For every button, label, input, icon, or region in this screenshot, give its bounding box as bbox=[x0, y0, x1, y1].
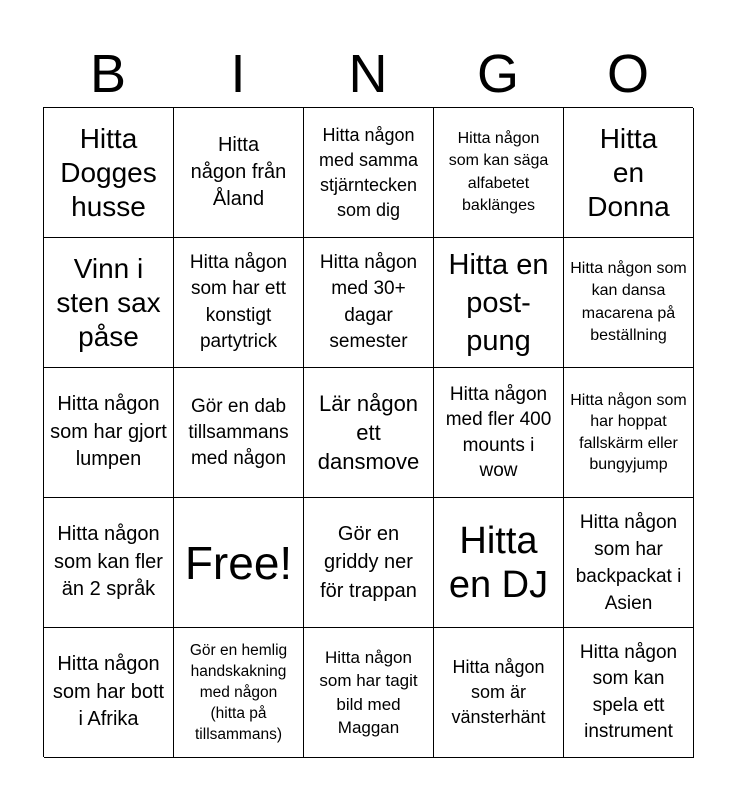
header-letter-o: O bbox=[606, 44, 649, 104]
bingo-cell-r5c5[interactable] bbox=[564, 628, 694, 758]
bingo-header bbox=[43, 40, 693, 108]
bingo-cell-r3c2[interactable] bbox=[174, 368, 304, 498]
bingo-cell-r2c4[interactable] bbox=[434, 238, 564, 368]
bingo-cell-text: Hitta en Donna bbox=[587, 122, 670, 222]
bingo-cell-r3c4[interactable] bbox=[434, 368, 564, 498]
bingo-cell-text: Hitta Dogges husse bbox=[60, 122, 157, 222]
header-letter-g: G bbox=[476, 44, 519, 104]
bingo-cell-text: Hitta någon som kan fler än 2 språk bbox=[54, 523, 163, 601]
bingo-cell-text: Gör en dab tillsammans med någon bbox=[188, 395, 289, 469]
bingo-cell-r3c1[interactable] bbox=[44, 368, 174, 498]
bingo-cell-text: Hitta någon som har backpackat i Asien bbox=[575, 511, 682, 614]
bingo-cell-text: Hitta någon som har hoppat fallskärm eller bungyjump bbox=[570, 391, 687, 473]
bingo-cell-r1c1[interactable] bbox=[44, 108, 174, 238]
bingo-cell-text: Hitta någon som har ett konstigt partytrick bbox=[189, 251, 288, 352]
bingo-cell-r2c1[interactable] bbox=[44, 238, 174, 368]
bingo-cell-r5c2[interactable] bbox=[174, 628, 304, 758]
bingo-cell-text: Hitta någon som har tagit bild med Maggan bbox=[319, 647, 418, 737]
bingo-cell-text: Hitta någon med 30+ dagar semester bbox=[319, 251, 418, 352]
bingo-cell-text: Hitta någon som kan säga alfabetet baklänges bbox=[448, 129, 549, 214]
bingo-cell-r4c1[interactable] bbox=[44, 498, 174, 628]
bingo-cell-r1c5[interactable] bbox=[564, 108, 694, 238]
bingo-cell-r3c3[interactable] bbox=[304, 368, 434, 498]
header-letter-n: N bbox=[348, 44, 388, 104]
bingo-cell-r4c5[interactable] bbox=[564, 498, 694, 628]
bingo-cell-r5c3[interactable] bbox=[304, 628, 434, 758]
bingo-cell-text: Hitta någon som har bott i Afrika bbox=[52, 653, 165, 731]
bingo-cell-r2c5[interactable] bbox=[564, 238, 694, 368]
header-letter-i: I bbox=[230, 44, 246, 104]
bingo-cell-text: Hitta någon med samma stjärntecken som dig bbox=[318, 124, 419, 220]
bingo-cell-text: Hitta någon som kan spela ett instrument bbox=[579, 641, 678, 742]
bingo-cell-text: Vinn i sten sax påse bbox=[56, 252, 161, 352]
bingo-cell-text: Hitta en DJ bbox=[448, 519, 549, 606]
bingo-cell-text: Hitta någon som är vänsterhänt bbox=[451, 657, 546, 727]
header-letter-b: B bbox=[89, 44, 127, 104]
bingo-grid bbox=[43, 107, 693, 757]
bingo-cell-r1c3[interactable] bbox=[304, 108, 434, 238]
bingo-cell-text: Hitta någon från Åland bbox=[190, 134, 287, 210]
bingo-cell-text: Gör en griddy ner för trappan bbox=[320, 522, 417, 602]
bingo-cell-r1c2[interactable] bbox=[174, 108, 304, 238]
bingo-cell-r4c2[interactable] bbox=[174, 498, 304, 628]
bingo-cell-r2c2[interactable] bbox=[174, 238, 304, 368]
free-space-text: Free! bbox=[184, 536, 293, 589]
bingo-cell-r4c4[interactable] bbox=[434, 498, 564, 628]
bingo-cell-text: Lär någon ett dansmove bbox=[317, 391, 420, 474]
bingo-cell-text: Hitta någon som har gjort lumpen bbox=[50, 393, 167, 471]
bingo-cell-r5c4[interactable] bbox=[434, 628, 564, 758]
bingo-cell-r1c4[interactable] bbox=[434, 108, 564, 238]
bingo-cell-text: Hitta någon som kan dansa macarena på beställning bbox=[570, 259, 687, 344]
bingo-cell-text: Hitta någon med fler 400 mounts i wow bbox=[445, 383, 552, 481]
bingo-cell-r2c3[interactable] bbox=[304, 238, 434, 368]
bingo-cell-text: Hitta en post-pung bbox=[448, 248, 549, 357]
bingo-cell-text: Gör en hemlig handskakning med någon (hitta på tillsammans) bbox=[189, 642, 288, 743]
bingo-cell-r3c5[interactable] bbox=[564, 368, 694, 498]
bingo-cell-r4c3[interactable] bbox=[304, 498, 434, 628]
bingo-cell-r5c1[interactable] bbox=[44, 628, 174, 758]
